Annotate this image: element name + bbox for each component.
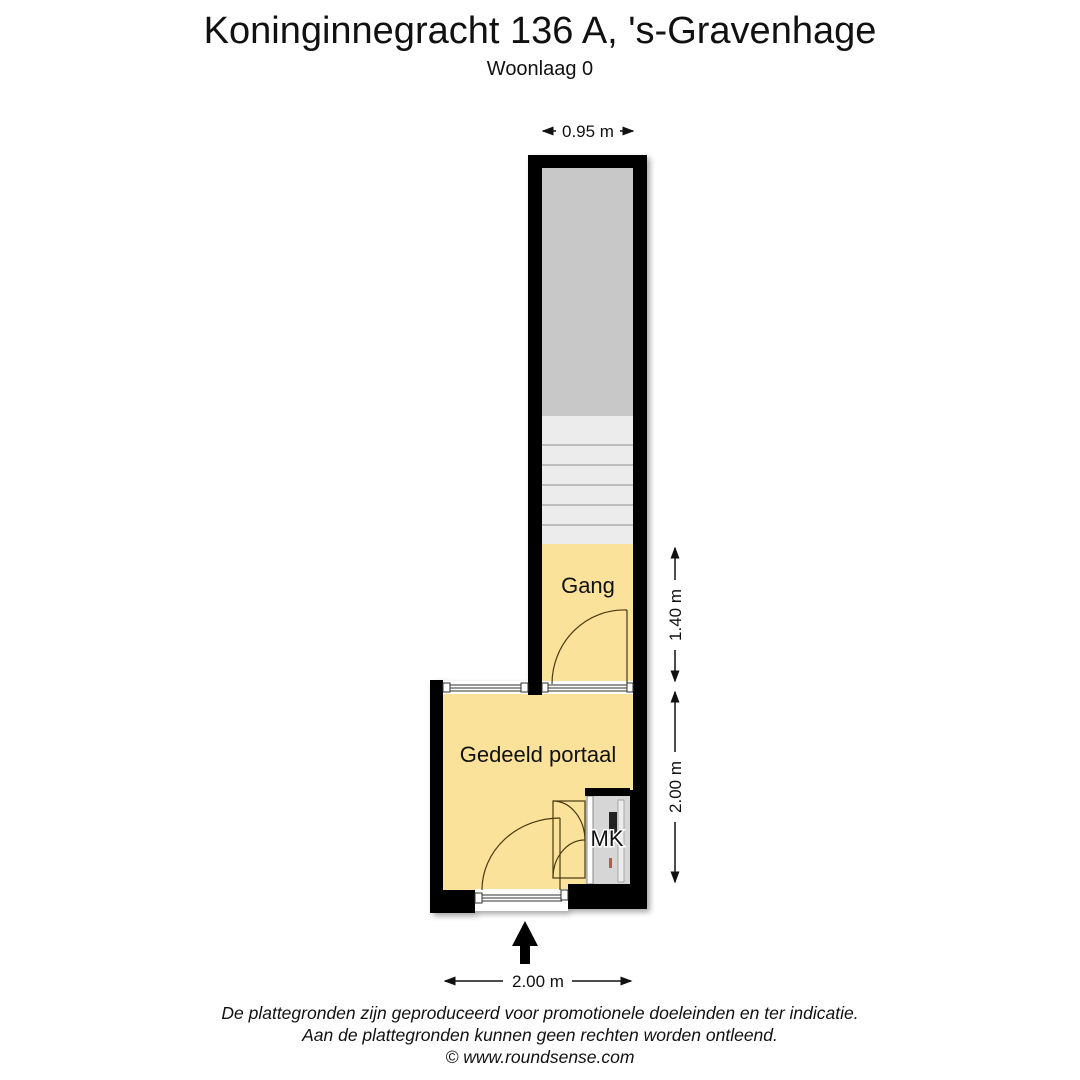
page-title: Koninginnegracht 136 A, 's-Gravenhage [203,10,877,52]
room-label-gang: Gang [561,573,615,598]
copyright-link[interactable]: © www.roundsense.com [445,1047,635,1067]
room-label-gedeeld-portaal: Gedeeld portaal [459,742,617,767]
dimension-label-bottom: 2.00 m [512,972,564,991]
front-door-threshold [475,889,568,911]
dimension-top-width [543,122,633,141]
dimension-label-top: 0.95 m [562,122,614,141]
room-gang [542,544,633,684]
dimension-right-upper [666,548,685,681]
void-area [542,168,633,418]
dimension-label-right-lower: 2.00 m [666,761,685,813]
window-top-left [443,681,528,694]
entrance-arrow-icon [512,921,538,964]
floor-level-subtitle: Woonlaag 0 [486,58,594,80]
disclaimer [0,1002,1080,1068]
dimension-label-right-upper: 1.40 m [666,589,685,641]
disclaimer-line-2: Aan de plattegronden kunnen geen rechten worden ontleend. [302,1025,778,1045]
dimension-bottom-width [445,972,631,991]
room-label-mk: MK [590,826,624,851]
door-threshold-gang [542,681,633,694]
stairs [542,416,633,544]
dimension-right-lower [666,692,685,882]
disclaimer-line-1: De plattegronden zijn geproduceerd voor promotionele doeleinden en ter indicatie. [221,1003,859,1023]
